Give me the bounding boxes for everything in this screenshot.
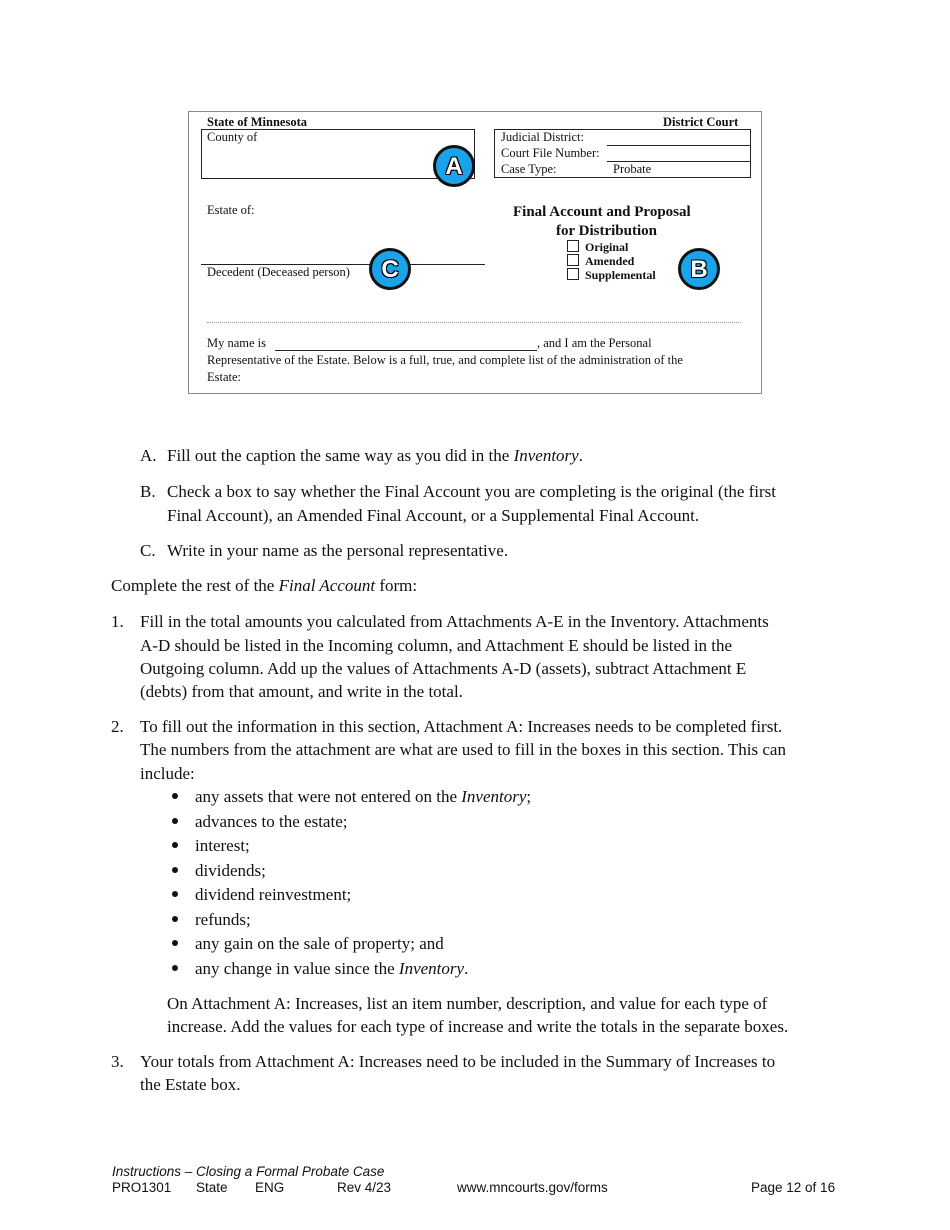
footer-lang: ENG xyxy=(255,1180,285,1195)
step-3-line: the Estate box. xyxy=(140,1075,241,1094)
bullet-item: any gain on the sale of property; and xyxy=(195,934,444,953)
case-type-value: Probate xyxy=(613,162,652,176)
judicial-district-label: Judicial District: xyxy=(501,130,584,144)
state-label: State of Minnesota xyxy=(207,115,307,129)
bullet-icon xyxy=(172,940,178,946)
case-type-label: Case Type: xyxy=(501,162,557,176)
bullet-item: dividend reinvestment; xyxy=(195,885,352,904)
checkbox-box[interactable] xyxy=(567,240,579,252)
bullet-icon xyxy=(172,867,178,873)
form-title-line1: Final Account and Proposal xyxy=(513,204,691,220)
bullet-icon xyxy=(172,965,178,971)
step-1-number: 1. xyxy=(111,612,124,631)
checkbox-amended[interactable]: Amended xyxy=(567,254,634,269)
step-2-line: To fill out the information in this section, Attachment A: Increases needs to be completed first. xyxy=(140,717,783,736)
step-3-line: Your totals from Attachment A: Increases need to be included in the Summary of Increases to xyxy=(140,1052,776,1071)
list-letter-b: B. xyxy=(140,482,156,501)
footer-form-id: PRO1301 xyxy=(112,1180,172,1195)
statement-line3: Estate: xyxy=(207,370,242,384)
footer-url[interactable]: www.mncourts.gov/forms xyxy=(457,1180,608,1195)
list-item-a: Fill out the caption the same way as you did in the Inventory. xyxy=(167,446,583,465)
step-1-line: Fill in the total amounts you calculated from Attachments A-E in the Inventory. Attachments xyxy=(140,612,769,631)
step-3-number: 3. xyxy=(111,1052,124,1071)
list-item-c: Write in your name as the personal representative. xyxy=(167,541,509,560)
step-2-note: increase. Add the values for each type of increase and write the totals in the separate boxes. xyxy=(167,1017,789,1036)
step-2-line: include: xyxy=(140,764,195,783)
bullet-item: refunds; xyxy=(195,910,251,929)
badge-a-icon: A xyxy=(433,145,475,187)
court-label: District Court xyxy=(663,115,739,129)
checkbox-box[interactable] xyxy=(567,268,579,280)
checkbox-original[interactable]: Original xyxy=(567,240,628,255)
name-suffix: , and I am the Personal xyxy=(537,336,652,350)
step-1-line: Outgoing column. Add up the values of Attachments A-D (assets), subtract Attachment E xyxy=(140,659,747,678)
bullet-item: advances to the estate; xyxy=(195,812,348,831)
footer-level: State xyxy=(196,1180,228,1195)
name-prefix: My name is xyxy=(207,336,267,350)
list-item-b-line1: Check a box to say whether the Final Account you are completing is the original (the first xyxy=(167,482,777,501)
bullet-icon xyxy=(172,818,178,824)
checkbox-box[interactable] xyxy=(567,254,579,266)
bullet-item: any assets that were not entered on the Inventory; xyxy=(195,787,532,806)
list-item-b-line2: Final Account), an Amended Final Account, or a Supplemental Final Account. xyxy=(167,506,700,525)
decedent-label: Decedent (Deceased person) xyxy=(207,265,350,279)
estate-of-label: Estate of: xyxy=(207,203,255,217)
bullet-item: any change in value since the Inventory. xyxy=(195,959,469,978)
step-2-note: On Attachment A: Increases, list an item number, description, and value for each type of xyxy=(167,994,768,1013)
checkbox-supplemental[interactable]: Supplemental xyxy=(567,268,656,283)
list-letter-a: A. xyxy=(140,446,157,465)
step-2-number: 2. xyxy=(111,717,124,736)
bullet-icon xyxy=(172,891,178,897)
footer-title: Instructions – Closing a Formal Probate Case xyxy=(112,1164,385,1179)
list-letter-c: C. xyxy=(140,541,156,560)
badge-c-icon: C xyxy=(369,248,411,290)
badge-b-icon: B xyxy=(678,248,720,290)
footer-rev: Rev 4/23 xyxy=(337,1180,392,1195)
bullet-icon xyxy=(172,916,178,922)
bullet-icon xyxy=(172,793,178,799)
intro-paragraph: Complete the rest of the Final Account form: xyxy=(111,576,418,595)
county-label: County of xyxy=(207,130,258,144)
statement-line2: Representative of the Estate. Below is a full, true, and complete list of the administration of the xyxy=(207,353,683,367)
step-2-line: The numbers from the attachment are what are used to fill in the boxes in this section. This can xyxy=(140,740,786,759)
step-1-line: A-D should be listed in the Incoming column, and Attachment E should be listed in the xyxy=(140,636,733,655)
bullet-icon xyxy=(172,842,178,848)
court-file-label: Court File Number: xyxy=(501,146,600,160)
form-title-line2: for Distribution xyxy=(556,223,657,239)
step-1-line: (debts) from that amount, and write in the total. xyxy=(140,682,463,701)
footer-page-number: Page 12 of 16 xyxy=(751,1180,836,1195)
bullet-item: dividends; xyxy=(195,861,266,880)
bullet-item: interest; xyxy=(195,836,250,855)
form-caption-image xyxy=(188,111,762,394)
